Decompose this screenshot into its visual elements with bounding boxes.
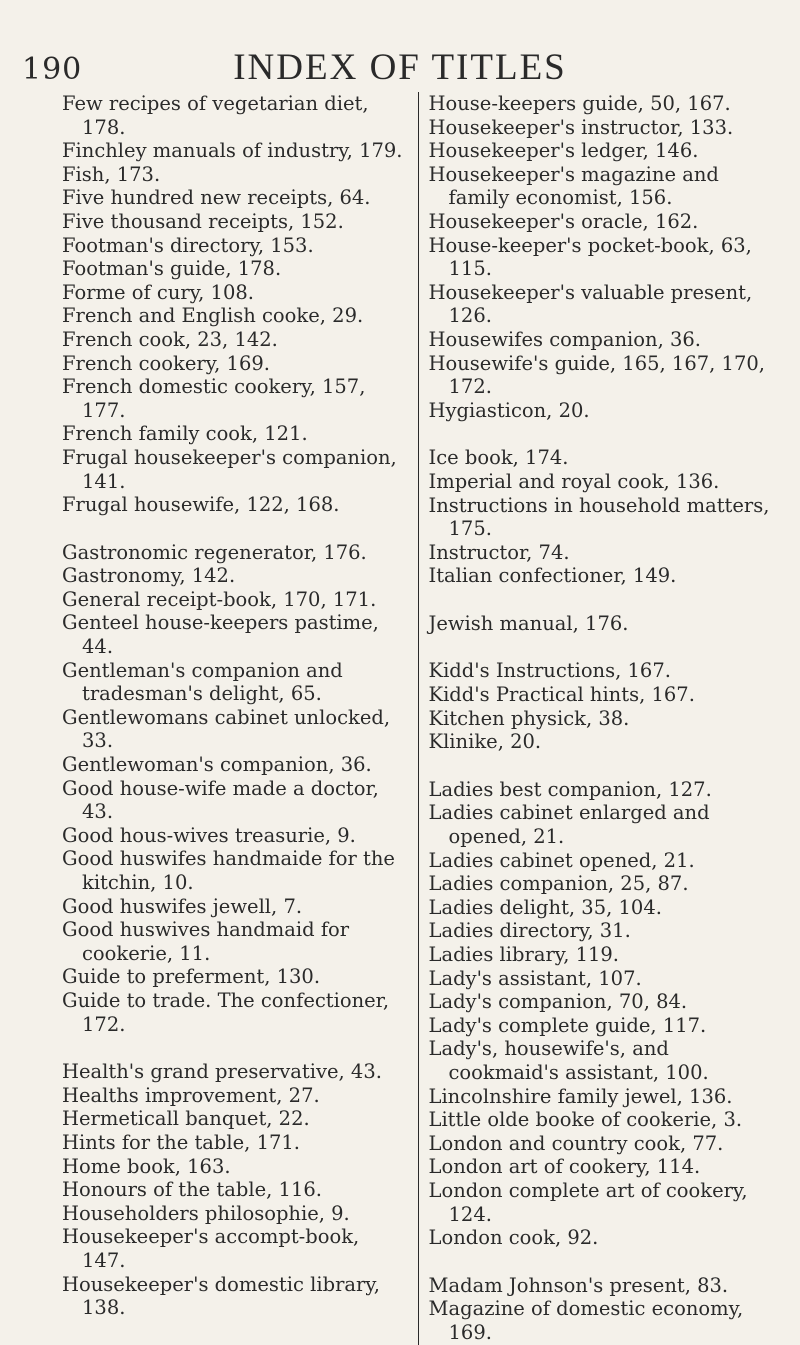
index-columns [62, 92, 774, 1345]
index-entry: Ladies delight, 35, 104. [428, 895, 662, 919]
index-entry: Frugal housekeeper's companion, 141. [62, 445, 397, 493]
index-entry: Finchley manuals of industry, 179. [62, 139, 403, 163]
index-entry: Hermeticall banquet, 22. [62, 1107, 310, 1131]
index-entry: French domestic cookery, 157, 177. [62, 375, 366, 422]
index-entry: Genteel house-keepers pastime, 44. [62, 611, 379, 659]
index-entry: Housekeeper's accompt-book, 147. [62, 1225, 360, 1272]
right-column [418, 92, 775, 1345]
index-entry: Five hundred new receipts, 64. [62, 186, 371, 210]
index-entry: Frugal housewife, 122, 168. [62, 493, 340, 517]
index-entry: House-keepers guide, 50, 167. [428, 92, 731, 115]
index-entry: Lady's complete guide, 117. [428, 1013, 707, 1037]
index-entry: Guide to preferment, 130. [62, 965, 321, 989]
letter-group-gap [429, 754, 775, 778]
index-entry: Lady's, housewife's, and cookmaid's assistant, 100. [428, 1037, 709, 1084]
index-entry: Madam Johnson's present, 83. [428, 1273, 729, 1297]
index-entry: Italian confectioner, 149. [428, 564, 677, 588]
index-entry: London art of cookery, 114. [428, 1155, 701, 1179]
index-entry: Lady's companion, 70, 84. [428, 990, 688, 1014]
index-entry: Guide to trade. The confectioner, 172. [62, 988, 390, 1036]
index-entry: Klinike, 20. [428, 730, 542, 754]
index-entry: French and English cooke, 29. [62, 304, 364, 328]
index-entry: Five thousand receipts, 152. [62, 209, 344, 233]
index-entry: Jewish manual, 176. [428, 611, 629, 635]
index-entry: Few recipes of vegetarian diet, 178. [62, 92, 369, 139]
index-entry: Footman's guide, 178. [62, 257, 282, 281]
index-entry: Fish, 173. [62, 162, 161, 186]
index-entry: Lincolnshire family jewel, 136. [428, 1084, 733, 1108]
index-entry: Housekeeper's ledger, 146. [428, 139, 699, 163]
index-entry: Gastronomic regenerator, 176. [62, 540, 367, 564]
index-entry: Householders philosophie, 9. [62, 1201, 350, 1225]
index-entry: Gentlewomans cabinet unlocked, 33. [62, 705, 391, 753]
index-entry: London cook, 92. [428, 1226, 599, 1250]
index-entry: Hygiasticon, 20. [428, 398, 590, 422]
index-entry: House-keeper's pocket-book, 63, 115. [428, 233, 752, 281]
letter-group-gap [429, 635, 775, 659]
index-entry: Housekeeper's magazine and family economist, 156. [428, 162, 719, 210]
index-entry: Kidd's Instructions, 167. [428, 659, 671, 683]
index-entry: Ladies cabinet enlarged and opened, 21. [428, 801, 710, 849]
index-entry: Home book, 163. [62, 1154, 231, 1178]
index-entry: Ladies companion, 25, 87. [428, 872, 689, 896]
index-entry: Housekeeper's oracle, 162. [428, 209, 699, 233]
index-entry: General receipt-book, 170, 171. [62, 587, 377, 611]
letter-group-gap [62, 517, 408, 541]
index-entry: Housekeeper's instructor, 133. [428, 115, 734, 139]
index-entry: Instructor, 74. [428, 540, 570, 564]
index-entry: Gentleman's companion and tradesman's delight, 65. [62, 658, 343, 706]
index-entry: Imperial and royal cook, 136. [428, 469, 720, 493]
index-entry: Good huswives handmaid for cookerie, 11. [62, 918, 350, 965]
index-entry: Kitchen physick, 38. [428, 706, 630, 730]
index-entry: Kidd's Practical hints, 167. [428, 683, 695, 707]
index-entry: Forme of cury, 108. [62, 280, 254, 304]
letter-group-gap [429, 422, 775, 446]
index-entry: London complete art of cookery, 124. [428, 1178, 748, 1226]
index-entry: Gentlewoman's companion, 36. [62, 753, 372, 777]
index-entry: Good huswifes handmaide for the kitchin, 10. [62, 847, 395, 894]
index-entry: Housekeeper's domestic library, 138. [62, 1272, 380, 1320]
left-column [62, 92, 418, 1345]
page-number: 190 [22, 52, 83, 87]
letter-group-gap [429, 1250, 775, 1274]
index-entry: Lady's assistant, 107. [428, 966, 642, 990]
index-entry: Healths improvement, 27. [62, 1083, 320, 1107]
index-entry: Ladies library, 119. [428, 943, 620, 966]
index-entry: Health's grand preservative, 43. [62, 1060, 382, 1084]
index-entry: French cookery, 169. [62, 351, 270, 375]
index-entry: Housewifes companion, 36. [428, 327, 702, 351]
index-entry: Housewife's guide, 165, 167, 170, 172. [428, 351, 765, 399]
index-entry: Gastronomy, 142. [62, 564, 236, 588]
page-title: INDEX OF TITLES [233, 47, 567, 88]
index-entry: Good huswifes jewell, 7. [62, 894, 303, 918]
index-entry: Housekeeper's valuable present, 126. [428, 280, 753, 328]
letter-group-gap [62, 1036, 408, 1060]
index-entry: Footman's directory, 153. [62, 233, 314, 257]
index-entry: Honours of the table, 116. [62, 1178, 322, 1202]
index-entry: Magazine of domestic economy, 169. [428, 1297, 744, 1344]
index-entry: London and country cook, 77. [428, 1131, 724, 1155]
index-entry: Good hous-wives treasurie, 9. [62, 823, 356, 847]
index-entry: Little olde booke of cookerie, 3. [428, 1108, 743, 1132]
index-entry: Instructions in household matters, 175. [428, 493, 770, 541]
index-entry: Hints for the table, 171. [62, 1130, 300, 1154]
index-entry: Good house-wife made a doctor, 43. [62, 776, 379, 824]
index-entry: Ladies directory, 31. [428, 919, 631, 943]
letter-group-gap [429, 588, 775, 612]
index-entry: Ladies cabinet opened, 21. [428, 848, 695, 872]
index-entry: French cook, 23, 142. [62, 327, 278, 351]
index-entry: Ice book, 174. [428, 446, 569, 470]
index-entry: Ladies best companion, 127. [428, 777, 712, 801]
index-entry: French family cook, 121. [62, 422, 308, 446]
